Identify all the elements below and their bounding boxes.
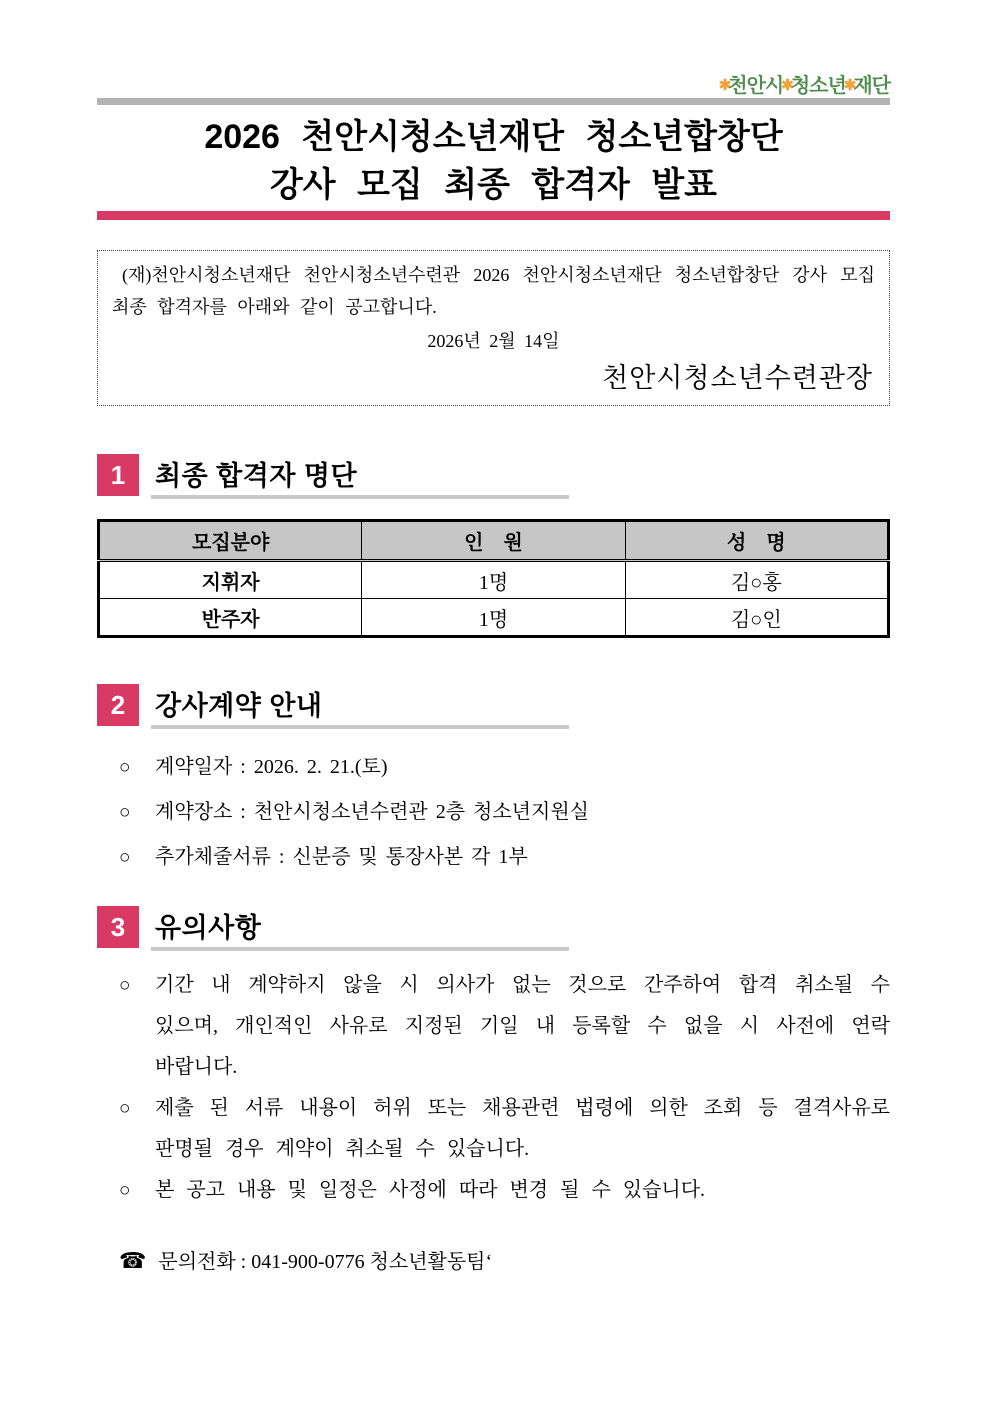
cell-name: 김○홍 — [625, 561, 888, 599]
contact-phone-text: 문의전화 : 041-900-0776 청소년활동팀‘ — [158, 1251, 493, 1273]
section-number-badge: 2 — [97, 684, 139, 726]
table-row — [99, 561, 889, 599]
list-item — [97, 1170, 890, 1211]
logo-star-icon: ✱ — [781, 77, 793, 94]
circle-bullet-icon: ○ — [119, 802, 131, 823]
note-item-text: 기간 내 계약하지 않을 시 의사가 없는 것으로 간주하여 합격 취소될 수 있으며, 개인적인 사유로 지정된 기일 내 등록할 수 없을 시 사전에 연락 바랍니다. — [155, 974, 890, 1078]
cell-count: 1명 — [362, 561, 625, 599]
section-number-badge: 1 — [97, 454, 139, 496]
cell-count: 1명 — [362, 599, 625, 637]
note-item-text: 제출 된 서류 내용이 허위 또는 채용관련 법령에 의한 조회 등 결격사유로 판명될 경우 계약이 취소될 수 있습니다. — [155, 1097, 890, 1160]
logo-text-part2: 청소년 — [790, 75, 846, 97]
announcement-paragraph: (재)천안시청소년재단 천안시청소년수련관 2026 천안시청소년재단 청소년합창단 강사 모집 최종 합격자를 아래와 같이 공고합니다. — [112, 265, 875, 317]
table-header-count: 인 원 — [362, 521, 625, 561]
contract-item-text: 계약일자 : 2026. 2. 21.(토) — [155, 756, 388, 778]
top-divider-bar — [97, 98, 890, 105]
logo-text-part1: 천안시 — [728, 75, 784, 97]
document-title — [97, 113, 890, 209]
note-item-text: 본 공고 내용 및 일정은 사정에 따라 변경 될 수 있습니다. — [155, 1179, 706, 1201]
circle-bullet-icon: ○ — [119, 1098, 131, 1119]
contact-phone-line — [97, 1247, 890, 1276]
list-item — [97, 1088, 890, 1170]
list-item — [97, 790, 890, 835]
telephone-icon: ☎ — [119, 1248, 147, 1273]
announcement-signer: 천안시청소년수련관장 — [602, 363, 873, 393]
foundation-logo — [97, 0, 890, 98]
circle-bullet-icon: ○ — [119, 1180, 131, 1201]
section-header-contract-info — [97, 684, 890, 729]
final-candidates-table — [97, 519, 890, 638]
notes-list — [97, 965, 890, 1211]
announcement-box — [97, 250, 890, 406]
list-item — [97, 745, 890, 790]
table-header-row — [99, 521, 889, 561]
logo-text-part3: 재단 — [853, 75, 890, 97]
section-title: 강사계약 안내 — [155, 691, 323, 721]
cell-field: 지휘자 — [99, 561, 362, 599]
table-header-field: 모집분야 — [99, 521, 362, 561]
circle-bullet-icon: ○ — [119, 975, 131, 996]
section-header-final-list — [97, 454, 890, 499]
document-title-line1: 2026 천안시청소년재단 청소년합창단 — [204, 118, 783, 156]
section-number-badge: 3 — [97, 906, 139, 948]
cell-field: 반주자 — [99, 599, 362, 637]
section-title: 최종 합격자 명단 — [155, 461, 358, 491]
table-header-name: 성 명 — [625, 521, 888, 561]
announcement-date: 2026년 2월 14일 — [427, 331, 560, 351]
list-item — [97, 835, 890, 880]
logo-star-icon: ✱ — [843, 77, 856, 94]
section-title: 유의사항 — [155, 913, 262, 943]
section-title-underline — [151, 906, 569, 951]
table-row — [99, 599, 889, 637]
contract-info-list — [97, 745, 890, 880]
cell-name: 김○인 — [625, 599, 888, 637]
section-title-underline — [151, 454, 569, 499]
circle-bullet-icon: ○ — [119, 757, 131, 778]
section-title-underline — [151, 684, 569, 729]
list-item — [97, 965, 890, 1088]
document-title-line2: 강사 모집 최종 합격자 발표 — [269, 166, 718, 204]
contract-item-text: 계약장소 : 천안시청소년수련관 2층 청소년지원실 — [155, 801, 589, 823]
logo-star-icon: ✱ — [718, 77, 731, 94]
circle-bullet-icon: ○ — [119, 847, 131, 868]
contract-item-text: 추가체줄서류 : 신분증 및 통장사본 각 1부 — [155, 846, 528, 868]
title-accent-bar — [97, 211, 890, 220]
section-header-notes — [97, 906, 890, 951]
